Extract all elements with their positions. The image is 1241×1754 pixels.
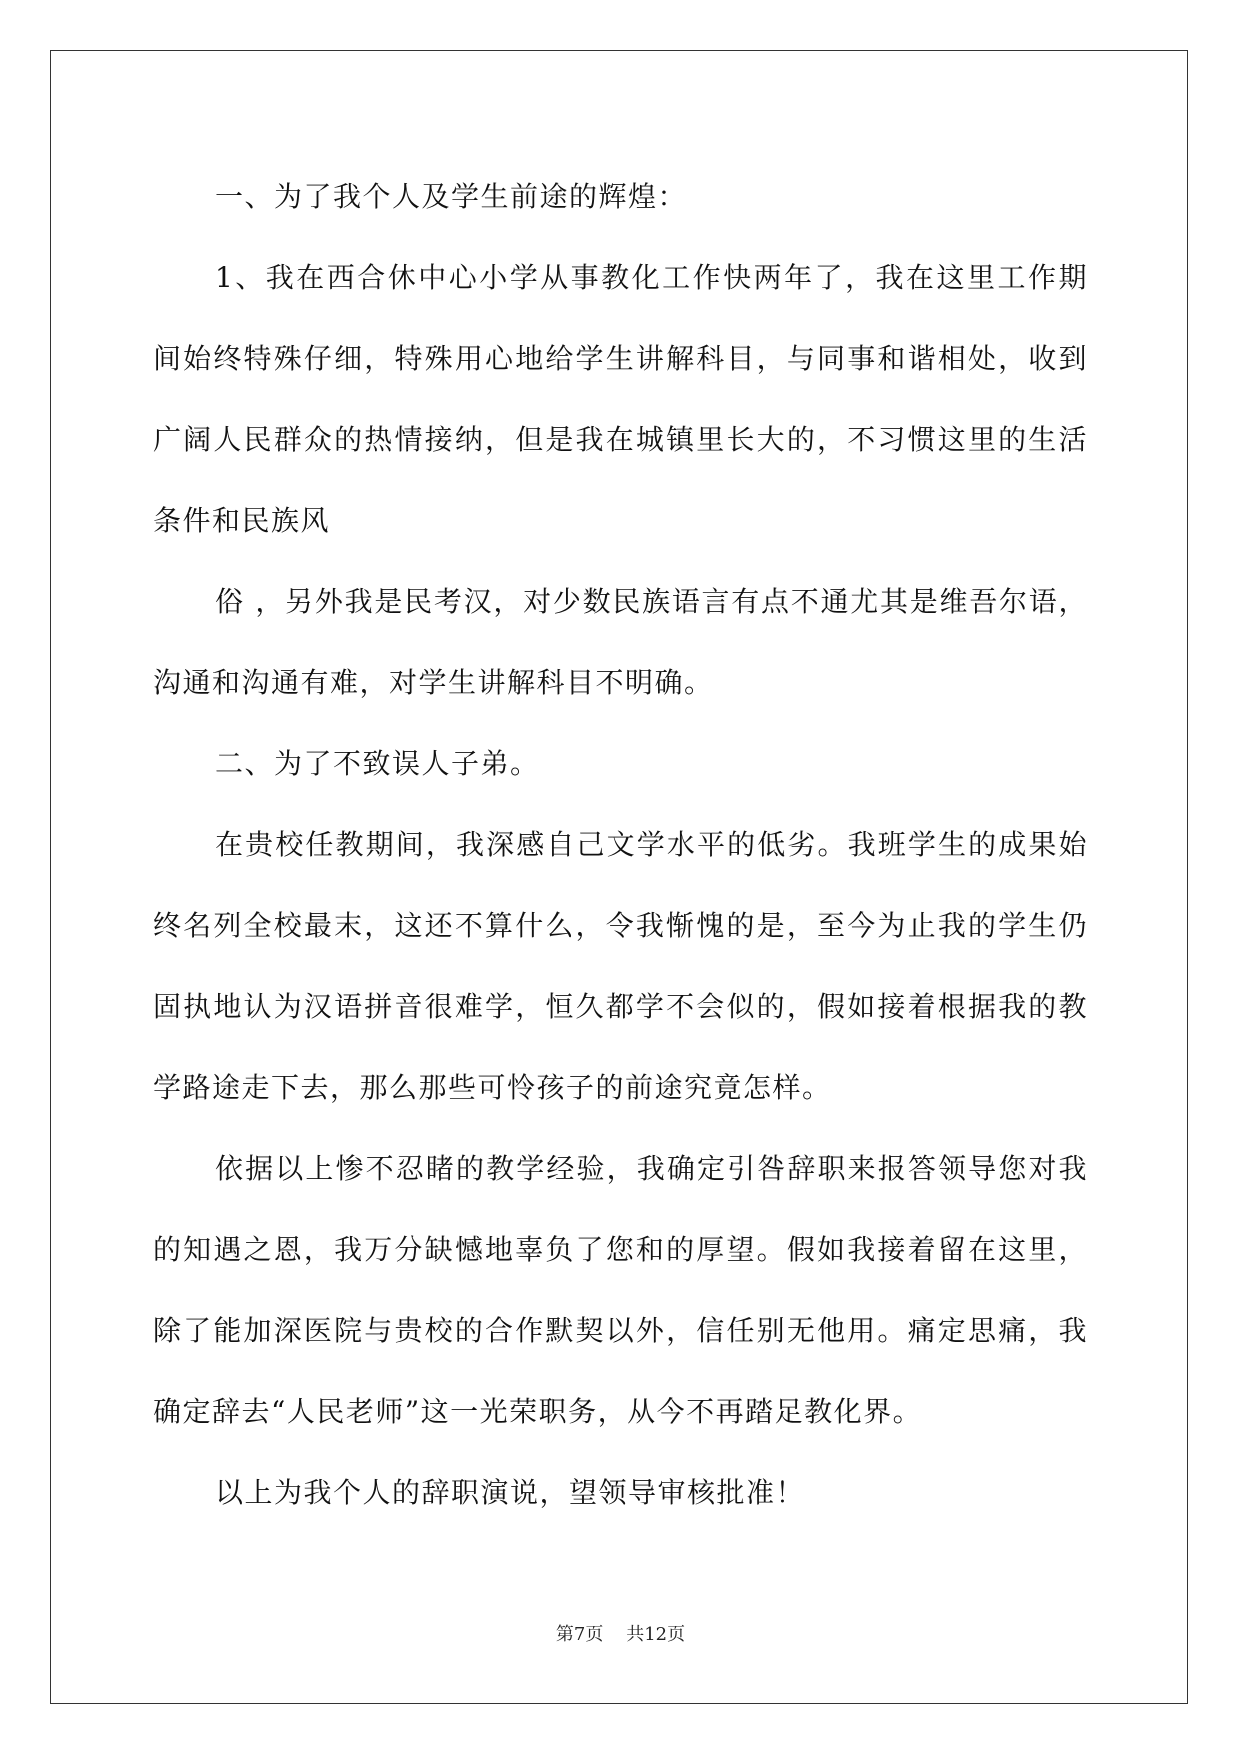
- paragraph-3: 在贵校任教期间，我深感自己文学水平的低劣。我班学生的成果始终名列全校最末，这还不算什么，令我惭愧的是，至今为止我的学生仍固执地认为汉语拼音很难学，恒久都学不会似的，假如接着根据我的教学路途走下去，那么那些可怜孩子的前途究竟怎样。: [153, 828, 1088, 1104]
- paragraph-heading-1: 一、为了我个人及学生前途的辉煌：: [215, 180, 688, 213]
- paragraph-closing: 以上为我个人的辞职演说，望领导审核批准！: [215, 1476, 806, 1509]
- page-total: 共12页: [626, 1624, 686, 1645]
- paragraph-1: 1、我在西合休中心小学从事教化工作快两年了，我在这里工作期间始终特殊仔细，特殊用心地给学生讲解科目，与同事和谐相处，收到广阔人民群众的热情接纳，但是我在城镇里长大的，不习惯这里的生活条件和民族风: [153, 261, 1088, 537]
- page-number: 第7页: [555, 1624, 604, 1645]
- paragraph-4: 依据以上惨不忍睹的教学经验，我确定引咎辞职来报答领导您对我的知遇之恩，我万分缺憾地辜负了您和的厚望。假如我接着留在这里，除了能加深医院与贵校的合作默契以外，信任别无他用。痛定思痛，我确定辞去“人民老师”这一光荣职务，从今不再踏足教化界。: [153, 1152, 1088, 1428]
- document-body: [153, 156, 1088, 1533]
- page-footer: [0, 1623, 1241, 1647]
- paragraph-2: 俗 ，另外我是民考汉，对少数民族语言有点不通尤其是维吾尔语，沟通和沟通有难，对学生讲解科目不明确。: [153, 585, 1088, 699]
- paragraph-heading-2: 二、为了不致误人子弟。: [215, 747, 540, 780]
